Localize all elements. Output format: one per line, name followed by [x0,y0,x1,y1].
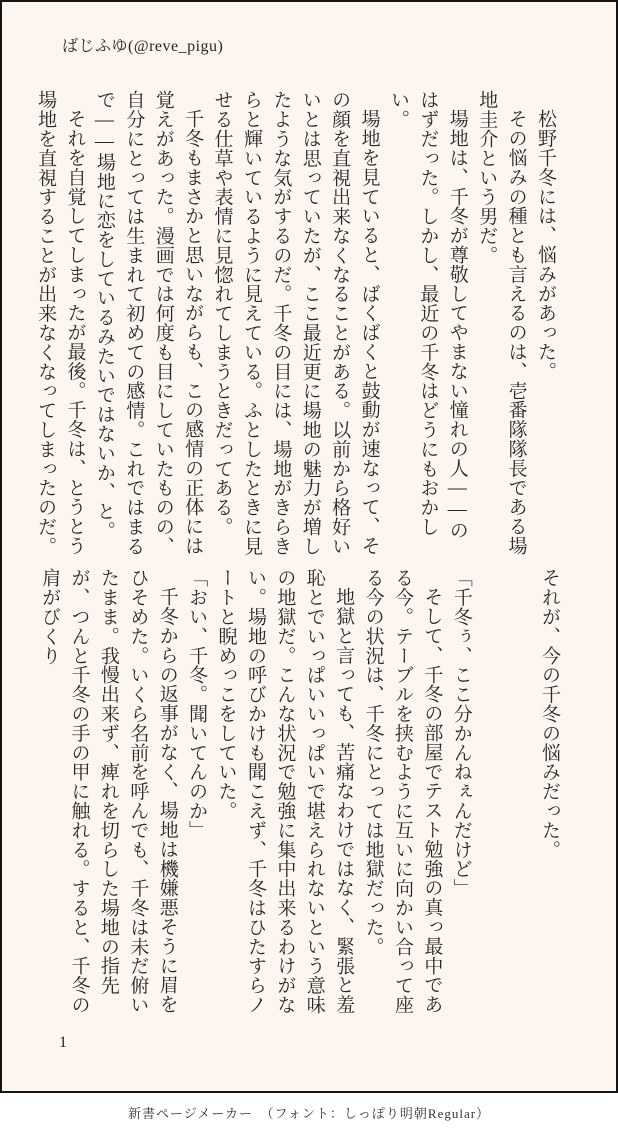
text-block-bottom [39,568,564,1030]
text-line: そして、千冬の部屋でテスト勉強の真っ最中である今。テーブルを挟むように互いに向かい合って座る今の状況は、千冬にとっては地獄だった。 [362,568,443,1015]
text-line: 場地を見ていると、ばくばくと鼓動が速なって、その顔を直視出来なくなることがある。以前から格好いいとは思っていたが、ここ最近更に場地の魅力が増したような気がするのだ。千冬の目には、場地がきらきらと輝いているように見えている。ふとしたときに見せる仕草や表情に見惚れてしまうときだってある。 [211,90,380,556]
text-line: 場地は、千冬が尊敬してやまない憧れの人――のはずだった。しかし、最近の千冬はどうにもおかしい。 [387,90,468,540]
author-handle: ばじふゆ(@reve_pigu) [62,38,224,55]
page-number: 1 [59,1034,67,1051]
text-line: それを自覚してしまったが最後。千冬は、とうとう場地を直視することが出来なくなってしまったのだ。 [35,90,86,556]
text-block-top [35,90,560,558]
text-line: 「おい、千冬。聞いてんのか」 [186,568,208,840]
text-line: 松野千冬には、悩みがあった。 [535,109,556,381]
footer-caption: 新書ページメーカー （フォント：しっぽり明朝Regular） [127,1106,491,1121]
text-line: 地獄と言っても、苦痛なわけではなく、緊張と羞恥とでいっぱいいっぱいで堪えられないという意味の地獄だ。こんな状況で勉強に集中出来るわけがない。場地の呼びかけも聞こえず、千冬はひたすらノートと睨めっこをしていた。 [215,568,355,1015]
text-line: その悩みの種とも言えるのは、壱番隊隊長である場地圭介という男だ。 [476,90,527,556]
text-line: 「千冬ぅ、ここ分かんねぇんだけど」 [450,568,472,898]
text-line [476,568,505,1030]
text-line [505,568,534,1030]
text-line: それが、今の千冬の悩みだった。 [539,568,560,859]
text-line: 千冬からの返事がなく、場地は機嫌悪そうに眉をひそめた。いくら名前を呼んでも、千冬は未だ俯いたまま。我慢出来ず、痺れを切らした場地の指先が、つんと千冬の手の甲に触れる。すると、千冬の肩がびくり [39,568,178,1015]
text-line: 千冬もまさかと思いながらも、この感情の正体には覚えがあった。漫画では何度も目にしていたものの、自分にとっては生まれて初めての感情。これではまるで――場地に恋をしているみたいではないか、と。 [93,90,204,556]
